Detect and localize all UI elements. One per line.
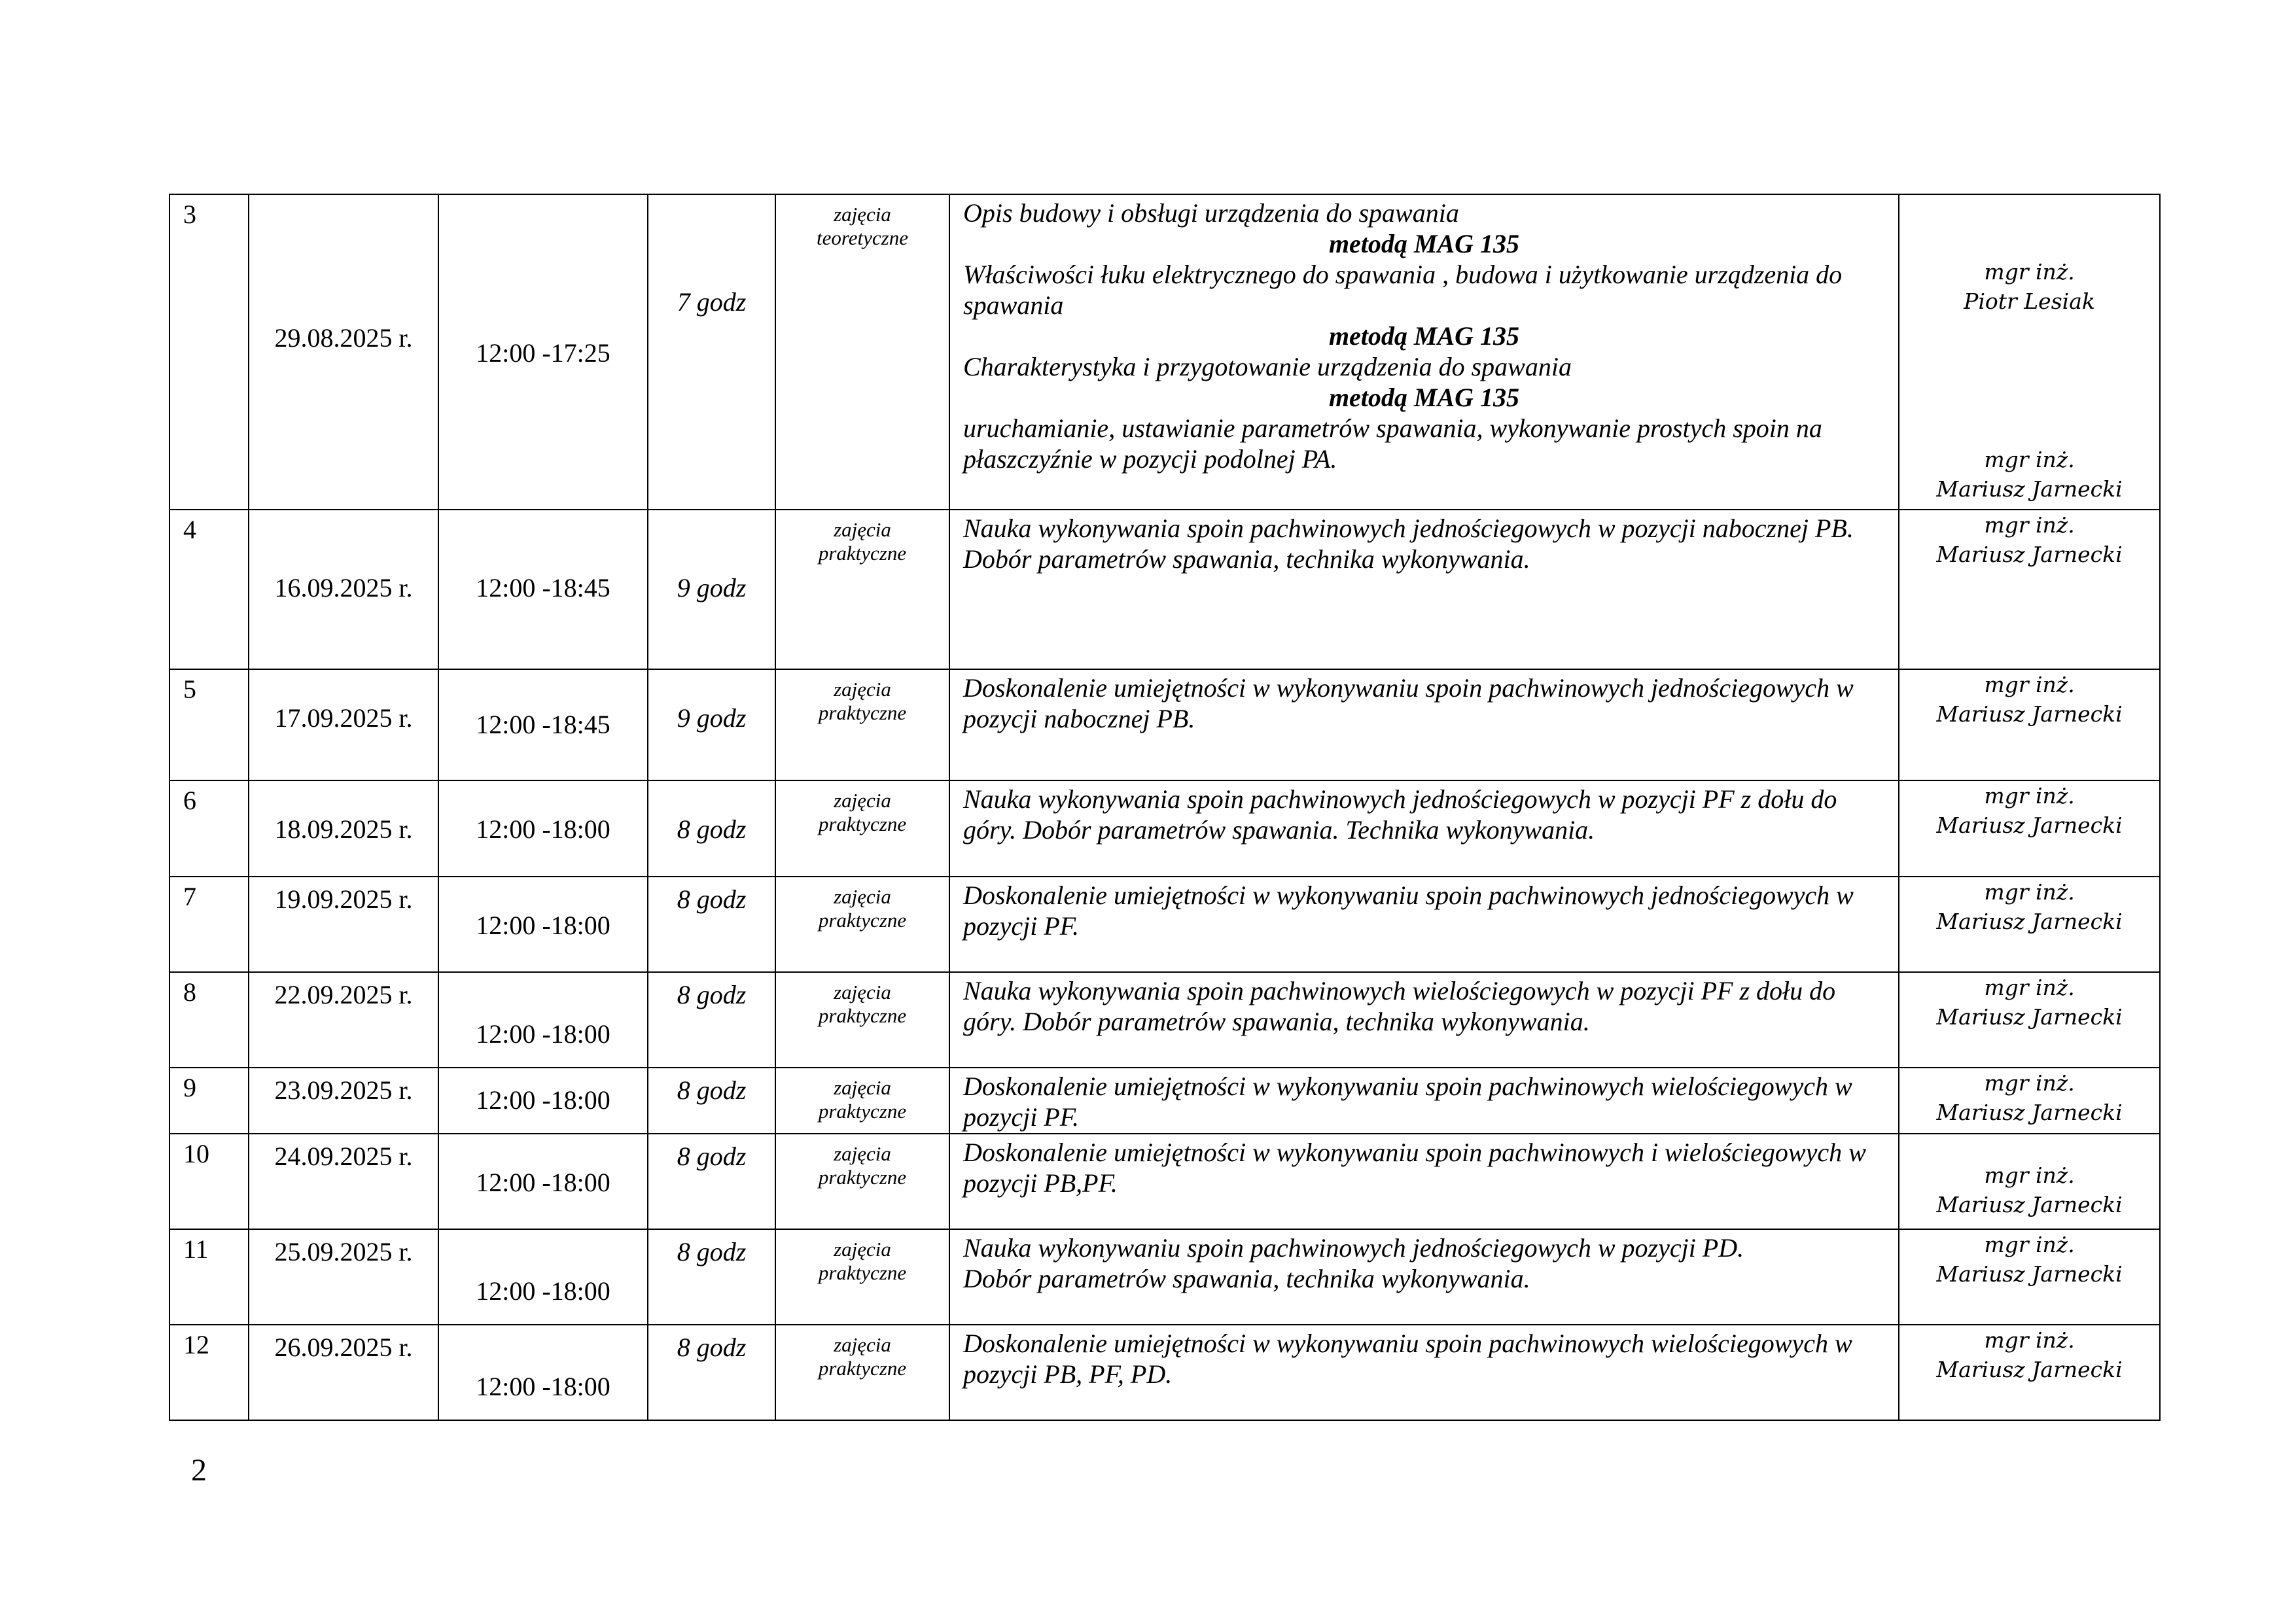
- topic-line: Charakterystyka i przygotowanie urządzenia do spawania: [963, 352, 1572, 381]
- instructor-title: mgr inż.: [1984, 447, 2075, 472]
- date-value: 16.09.2025 r.: [274, 573, 413, 602]
- table-row: [169, 669, 2160, 780]
- lesson-type-line: zajęcia: [834, 1238, 891, 1261]
- date-cell: [249, 510, 438, 669]
- row-number: 10: [169, 1134, 249, 1229]
- lesson-type-cell: [775, 194, 949, 510]
- date-value: 19.09.2025 r.: [274, 884, 413, 914]
- date-cell: [249, 669, 438, 780]
- row-number: 6: [169, 780, 249, 877]
- date-value: 25.09.2025 r.: [274, 1237, 413, 1266]
- instructor-cell: [1899, 1229, 2160, 1325]
- time-cell: [438, 972, 648, 1068]
- lesson-type-line: zajęcia: [834, 789, 891, 812]
- table-row: [169, 1134, 2160, 1229]
- hours-value: 9 godz: [677, 703, 747, 733]
- row-number: 3: [169, 194, 249, 510]
- table-row: [169, 877, 2160, 972]
- hours-value: 8 godz: [677, 1142, 747, 1171]
- lesson-type-line: zajęcia: [834, 1142, 891, 1165]
- topic-line: Nauka wykonywania spoin pachwinowych wielościegowych w pozycji PF z dołu do góry. Dobór parametrów spawania, technika wykonywania.: [963, 976, 1836, 1036]
- hours-value: 8 godz: [677, 1333, 747, 1362]
- topic-cell: [949, 877, 1899, 972]
- instructor: [1899, 445, 2159, 504]
- date-value: 18.09.2025 r.: [274, 814, 413, 844]
- instructor: [1899, 1068, 2159, 1127]
- topic-line: Dobór parametrów spawania, technika wykonywania.: [963, 1264, 1530, 1293]
- table-row: [169, 972, 2160, 1068]
- instructor-cell: [1899, 1134, 2160, 1229]
- instructor-title: mgr inż.: [1984, 1162, 2075, 1188]
- time-value: 12:00 -17:25: [476, 338, 610, 368]
- topic-line: uruchamianie, ustawianie parametrów spawania, wykonywanie prostych spoin na płaszczyźnie w pozycji podolnej PA.: [963, 413, 1822, 474]
- lesson-type-cell: [775, 877, 949, 972]
- hours-value: 8 godz: [677, 980, 747, 1009]
- time-cell: [438, 510, 648, 669]
- time-cell: [438, 877, 648, 972]
- hours-value: 7 godz: [677, 287, 747, 317]
- topic-cell: [949, 1229, 1899, 1325]
- lesson-type-cell: [775, 1134, 949, 1229]
- lesson-type-line: praktyczne: [818, 1004, 907, 1027]
- lesson-type-cell: [775, 510, 949, 669]
- instructor-name: Piotr Lesiak: [1964, 288, 2095, 314]
- table-row: [169, 1229, 2160, 1325]
- time-cell: [438, 194, 648, 510]
- instructor-title: mgr inż.: [1984, 259, 2075, 285]
- lesson-type-cell: [775, 669, 949, 780]
- lesson-type-line: zajęcia: [834, 1076, 891, 1099]
- time-value: 12:00 -18:00: [476, 1168, 610, 1197]
- date-value: 22.09.2025 r.: [274, 980, 413, 1009]
- lesson-type-line: praktyczne: [818, 1261, 907, 1284]
- schedule-table: [169, 194, 2161, 1421]
- instructor-title: mgr inż.: [1984, 1327, 2075, 1353]
- topic-line: metodą MAG 135: [1328, 321, 1520, 351]
- topic-line: Właściwości łuku elektrycznego do spawania , budowa i użytkowanie urządzenia do spawania: [963, 260, 1843, 320]
- lesson-type-line: zajęcia: [834, 678, 891, 701]
- instructor-title: mgr inż.: [1984, 975, 2075, 1000]
- time-value: 12:00 -18:00: [476, 1372, 610, 1401]
- row-number: 9: [169, 1068, 249, 1134]
- hours-cell: [648, 972, 775, 1068]
- instructor-name: Mariusz Jarnecki: [1936, 542, 2123, 567]
- hours-value: 9 godz: [677, 573, 747, 602]
- instructor-cell: [1899, 1325, 2160, 1420]
- time-value: 12:00 -18:00: [476, 1085, 610, 1115]
- lesson-type-line: praktyczne: [818, 1357, 907, 1380]
- date-cell: [249, 877, 438, 972]
- topic-cell: [949, 972, 1899, 1068]
- lesson-type-line: praktyczne: [818, 812, 907, 835]
- lesson-type-line: zajęcia: [834, 203, 891, 226]
- instructor-title: mgr inż.: [1984, 1232, 2075, 1257]
- topic-line: Doskonalenie umiejętności w wykonywaniu spoin pachwinowych jednościegowych w pozycji nabocznej PB.: [963, 673, 1854, 733]
- instructor-title: mgr inż.: [1984, 783, 2075, 809]
- time-cell: [438, 1229, 648, 1325]
- lesson-type-line: zajęcia: [834, 885, 891, 908]
- topic-line: Doskonalenie umiejętności w wykonywaniu spoin pachwinowych jednościegowych w pozycji PF.: [963, 881, 1854, 941]
- date-cell: [249, 194, 438, 510]
- hours-cell: [648, 1134, 775, 1229]
- topic-line: metodą MAG 135: [1328, 229, 1520, 258]
- instructor-title: mgr inż.: [1984, 672, 2075, 697]
- lesson-type-line: praktyczne: [818, 542, 907, 565]
- table-row: [169, 194, 2160, 510]
- lesson-type-cell: [775, 1325, 949, 1420]
- time-cell: [438, 780, 648, 877]
- page-number: 2: [191, 1453, 207, 1488]
- row-number: 8: [169, 972, 249, 1068]
- instructor: [1899, 1325, 2159, 1384]
- date-cell: [249, 1134, 438, 1229]
- lesson-type-cell: [775, 1229, 949, 1325]
- topic-line: metodą MAG 135: [1328, 383, 1520, 412]
- instructor-name: Mariusz Jarnecki: [1936, 476, 2123, 502]
- topic-cell: [949, 669, 1899, 780]
- time-value: 12:00 -18:00: [476, 1019, 610, 1049]
- date-cell: [249, 1068, 438, 1134]
- time-cell: [438, 1134, 648, 1229]
- lesson-type-line: zajęcia: [834, 1333, 891, 1356]
- instructor-cell: [1899, 669, 2160, 780]
- time-cell: [438, 1325, 648, 1420]
- lesson-type-line: praktyczne: [818, 909, 907, 932]
- instructor-cell: [1899, 194, 2160, 510]
- date-cell: [249, 972, 438, 1068]
- lesson-type-line: zajęcia: [834, 518, 891, 541]
- topic-cell: [949, 1068, 1899, 1134]
- hours-cell: [648, 194, 775, 510]
- topic-cell: [949, 1325, 1899, 1420]
- time-value: 12:00 -18:00: [476, 1276, 610, 1306]
- instructor-cell: [1899, 510, 2160, 669]
- hours-cell: [648, 1068, 775, 1134]
- lesson-type-line: teoretyczne: [817, 226, 908, 249]
- instructor-cell: [1899, 877, 2160, 972]
- date-value: 24.09.2025 r.: [274, 1142, 413, 1171]
- time-value: 12:00 -18:45: [476, 573, 610, 602]
- topic-line: Doskonalenie umiejętności w wykonywaniu spoin pachwinowych i wielościegowych w pozycji PB,PF.: [963, 1138, 1866, 1198]
- table-row: [169, 1325, 2160, 1420]
- date-cell: [249, 1325, 438, 1420]
- hours-value: 8 godz: [677, 1075, 747, 1105]
- date-value: 17.09.2025 r.: [274, 703, 413, 733]
- instructor: [1899, 670, 2159, 729]
- table-row: [169, 780, 2160, 877]
- instructor: [1899, 510, 2159, 569]
- instructor-cell: [1899, 1068, 2160, 1134]
- lesson-type-line: praktyczne: [818, 701, 907, 724]
- date-value: 23.09.2025 r.: [274, 1075, 413, 1105]
- topic-line: Opis budowy i obsługi urządzenia do spawania: [963, 198, 1459, 228]
- hours-cell: [648, 1325, 775, 1420]
- instructor-name: Mariusz Jarnecki: [1936, 701, 2123, 727]
- time-cell: [438, 669, 648, 780]
- instructor-title: mgr inż.: [1984, 1070, 2075, 1096]
- lesson-type-cell: [775, 972, 949, 1068]
- topic-cell: [949, 1134, 1899, 1229]
- instructor-cell: [1899, 780, 2160, 877]
- row-number: 11: [169, 1229, 249, 1325]
- date-cell: [249, 780, 438, 877]
- hours-cell: [648, 780, 775, 877]
- instructor-cell: [1899, 972, 2160, 1068]
- row-number: 5: [169, 669, 249, 780]
- instructor-name: Mariusz Jarnecki: [1936, 1261, 2123, 1287]
- hours-cell: [648, 877, 775, 972]
- instructor-name: Mariusz Jarnecki: [1936, 1004, 2123, 1030]
- hours-value: 8 godz: [677, 1237, 747, 1266]
- row-number: 12: [169, 1325, 249, 1420]
- instructor: [1899, 1230, 2159, 1289]
- time-cell: [438, 1068, 648, 1134]
- date-cell: [249, 1229, 438, 1325]
- topic-cell: [949, 510, 1899, 669]
- instructor-name: Mariusz Jarnecki: [1936, 1357, 2123, 1382]
- instructor: [1899, 257, 2159, 316]
- row-number: 7: [169, 877, 249, 972]
- row-number: 4: [169, 510, 249, 669]
- table-row: [169, 510, 2160, 669]
- date-value: 29.08.2025 r.: [274, 323, 413, 353]
- instructor-name: Mariusz Jarnecki: [1936, 812, 2123, 838]
- hours-cell: [648, 669, 775, 780]
- time-value: 12:00 -18:45: [476, 710, 610, 739]
- lesson-type-line: zajęcia: [834, 981, 891, 1003]
- table-row: [169, 1068, 2160, 1134]
- topic-line: Nauka wykonywania spoin pachwinowych jednościegowych w pozycji PF z dołu do góry. Dobór parametrów spawania. Technika wykonywania.: [963, 784, 1837, 845]
- hours-value: 8 godz: [677, 884, 747, 914]
- instructor: [1899, 781, 2159, 840]
- hours-cell: [648, 1229, 775, 1325]
- topic-line: Nauka wykonywania spoin pachwinowych jednościegowych w pozycji nabocznej PB. Dobór parametrów spawania, technika wykonywania.: [963, 514, 1854, 574]
- date-value: 26.09.2025 r.: [274, 1333, 413, 1362]
- lesson-type-line: praktyczne: [818, 1166, 907, 1189]
- topic-line: Doskonalenie umiejętności w wykonywaniu spoin pachwinowych wielościegowych w pozycji PF.: [963, 1072, 1852, 1132]
- topic-cell: [949, 194, 1899, 510]
- topic-line: Nauka wykonywaniu spoin pachwinowych jednościegowych w pozycji PD.: [963, 1233, 1744, 1263]
- instructor-name: Mariusz Jarnecki: [1936, 1100, 2123, 1125]
- instructor-name: Mariusz Jarnecki: [1936, 909, 2123, 934]
- topic-line: Doskonalenie umiejętności w wykonywaniu spoin pachwinowych wielościegowych w pozycji PB, PF, PD.: [963, 1329, 1852, 1389]
- hours-value: 8 godz: [677, 814, 747, 844]
- lesson-type-cell: [775, 1068, 949, 1134]
- topic-cell: [949, 780, 1899, 877]
- time-value: 12:00 -18:00: [476, 911, 610, 940]
- instructor: [1899, 877, 2159, 936]
- instructor-title: mgr inż.: [1984, 879, 2075, 905]
- time-value: 12:00 -18:00: [476, 814, 610, 844]
- instructor: [1899, 1161, 2159, 1219]
- instructor-name: Mariusz Jarnecki: [1936, 1192, 2123, 1217]
- hours-cell: [648, 510, 775, 669]
- instructor-title: mgr inż.: [1984, 512, 2075, 538]
- lesson-type-cell: [775, 780, 949, 877]
- instructor: [1899, 973, 2159, 1032]
- lesson-type-line: praktyczne: [818, 1100, 907, 1123]
